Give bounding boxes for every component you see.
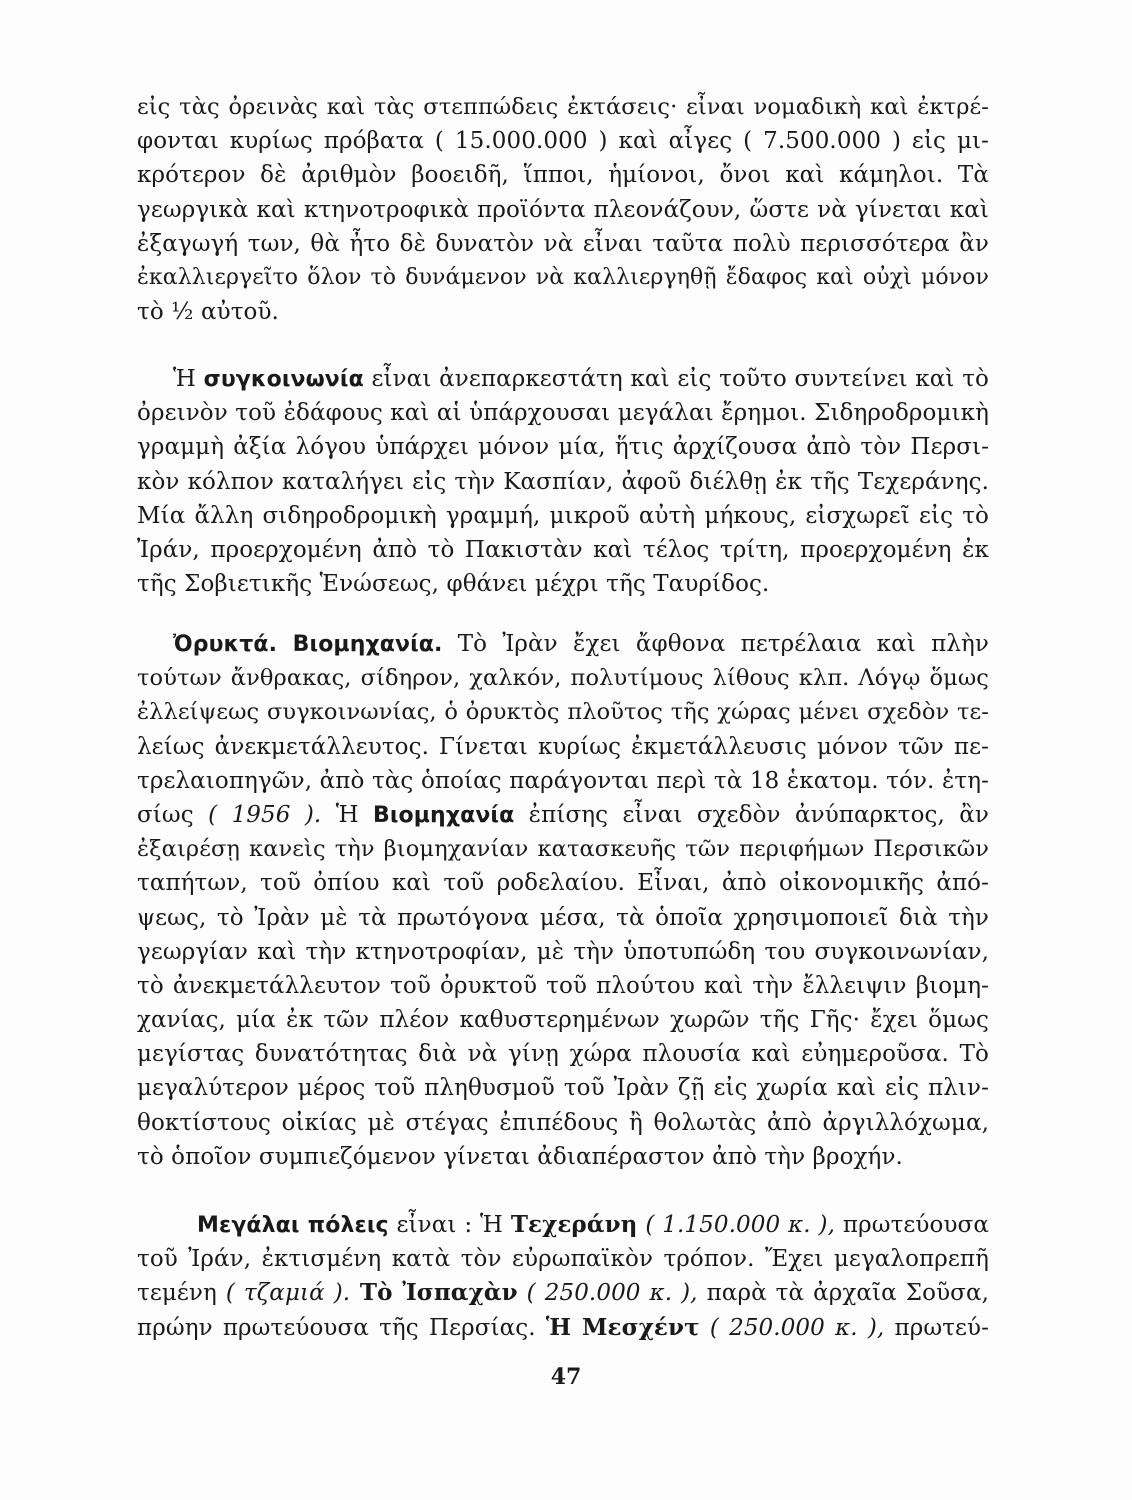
- year-note: ( 1956 ).: [208, 801, 322, 828]
- text-line: λείως ἀνεκμετάλλευτος. Γίνεται κυρίως ἐκμετάλλευσις μόνον τῶν πε-: [137, 733, 989, 760]
- paragraph-livestock: [137, 90, 989, 329]
- text-run: πρωτεύ-: [884, 1314, 989, 1341]
- city-name: Τὸ Ἰσπαχὰν: [350, 1279, 518, 1307]
- text-line: ἐξαιρέσῃ κανεὶς τὴν βιομηχανίαν κατασκευῆς τῶν περιφήμων Περσικῶν: [137, 836, 989, 863]
- text-line: ψεως, τὸ Ἰρὰν μὲ τὰ πρωτόγονα μέσα, τὰ ὁποῖα χρησιμοποιεῖ διὰ τὴν: [137, 904, 989, 931]
- text-run: Ἡ: [321, 801, 374, 828]
- text-line: [137, 627, 989, 661]
- section-heading: Μεγάλαι πόλεις: [197, 1213, 389, 1238]
- population-note: ( 1.150.000 κ. ),: [637, 1212, 836, 1238]
- text-line: Μία ἄλλη σιδηροδρομικὴ γραμμή, μικροῦ αὐτὴ μήκους, εἰσχωρεῖ εἰς τὸ: [137, 502, 989, 529]
- text-line: [137, 1311, 989, 1345]
- text-run: Ἡ: [173, 366, 204, 392]
- page-number: 47: [550, 1364, 582, 1390]
- text-line: τὸ ἀνεκμετάλλευτον τοῦ ὀρυκτοῦ τοῦ πλούτου καὶ τὴν ἔλλειψιν βιομη-: [137, 972, 989, 999]
- text-line: ὀρεινὸν τοῦ ἐδάφους καὶ αἱ ὑπάρχουσαι μεγάλαι ἔρημοι. Σιδηροδρομικὴ: [137, 400, 989, 427]
- text-line: εἰς τὰς ὀρεινὰς καὶ τὰς στεππώδεις ἐκτάσεις· εἶναι νομαδικὴ καὶ ἐκτρέ-: [137, 94, 989, 120]
- text-line: [137, 1208, 989, 1242]
- paragraph-minerals-industry: [137, 627, 989, 1174]
- city-name: Τεχεράνη: [510, 1211, 638, 1238]
- text-run: ἐπίσης εἶναι σχεδὸν ἀνύπαρκτος, ἂν: [514, 801, 989, 828]
- text-line: γεωργικὰ καὶ κτηνοτροφικὰ προϊόντα πλεονάζουν, ὥστε νὰ γίνεται καὶ: [137, 196, 989, 223]
- text-line: κὸν κόλπον καταλήγει εἰς τὴν Κασπίαν, ἀφοῦ διέλθῃ ἐκ τῆς Τεχεράνης.: [137, 468, 989, 495]
- population-note: ( 250.000 κ. ),: [517, 1280, 698, 1307]
- text-line: κρότερον δὲ ἀριθμὸν βοοειδῆ, ἵπποι, ἡμίονοι, ὄνοι καὶ κάμηλοι. Τὰ: [137, 162, 989, 189]
- gloss-note: ( τζαμιά ).: [225, 1280, 351, 1307]
- paragraph-communication: [137, 362, 989, 601]
- text-line: χανίας, μία ἐκ τῶν πλέον καθυστερημένων χωρῶν τῆς Γῆς· ἔχει ὅμως: [137, 1007, 989, 1034]
- text-line: μεγαλύτερον μέρος τοῦ πληθυσμοῦ τοῦ Ἰρὰν ζῇ εἰς χωρία καὶ εἰς πλιν-: [137, 1075, 989, 1102]
- text-run: τεμένη: [137, 1280, 226, 1307]
- text-line: θοκτίστους οἰκίας μὲ στέγας ἐπιπέδους ἢ θολωτὰς ἀπὸ ἀργιλλόχωμα,: [137, 1109, 989, 1136]
- text-line: φονται κυρίως πρόβατα ( 15.000.000 ) καὶ αἶγες ( 7.500.000 ) εἰς μι-: [137, 128, 989, 155]
- text-run: πρώην πρωτεύουσα τῆς Περσίας.: [137, 1314, 546, 1341]
- text-line: τὸ ½ αὐτοῦ.: [137, 299, 279, 326]
- section-term: συγκοινωνία: [203, 367, 364, 392]
- text-line: τοῦ Ἰράν, ἐκτισμένη κατὰ τὸν εὐρωπαϊκὸν τρόπον. Ἔχει μεγαλοπρεπῆ: [137, 1246, 989, 1273]
- text-line: τούτων ἄνθρακας, σίδηρον, χαλκόν, πολυτίμους λίθους κλπ. Λόγῳ ὅμως: [137, 665, 989, 692]
- text-line: τὸ ὁποῖον συμπιεζόμενον γίνεται ἀδιαπέραστον ἀπὸ τὴν βροχήν.: [137, 1143, 903, 1170]
- text-line: ἐλλείψεως συγκοινωνίας, ὁ ὀρυκτὸς πλοῦτος τῆς χώρας μένει σχεδὸν τε-: [137, 699, 989, 726]
- population-note: ( 250.000 κ. ),: [699, 1314, 885, 1341]
- text-line: ἐκαλλιεργεῖτο ὅλον τὸ δυνάμενον νὰ καλλιεργηθῇ ἔδαφος καὶ οὐχὶ μόνον: [137, 264, 989, 290]
- text-line: τῆς Σοβιετικῆς Ἑνώσεως, φθάνει μέχρι τῆς Ταυρίδος.: [137, 571, 770, 598]
- section-term: Βιομηχανία: [373, 802, 515, 828]
- text-line: γεωργίαν καὶ τὴν κτηνοτροφίαν, μὲ τὴν ὑποτυπώδη του συγκοινωνίαν,: [137, 938, 989, 965]
- text-run: εἶναι : Ἡ: [388, 1212, 511, 1238]
- text-line: γραμμὴ ἀξία λόγου ὑπάρχει μόνον μία, ἥτις ἀρχίζουσα ἀπὸ τὸν Περσι-: [137, 434, 989, 461]
- text-run: Τὸ Ἰρὰν ἔχει ἄφθονα πετρέλαια καὶ πλὴν: [442, 631, 989, 657]
- text-run: σίως: [137, 801, 209, 828]
- paragraph-large-cities: [137, 1208, 989, 1345]
- text-run: πρωτεύουσα: [835, 1212, 989, 1238]
- text-run: εἶναι ἀνεπαρκεστάτη καὶ εἰς τοῦτο συντείνει καὶ τὸ: [363, 366, 989, 392]
- text-line: [137, 798, 989, 832]
- text-line: ταπήτων, τοῦ ὀπίου καὶ τοῦ ροδελαίου. Εἶναι, ἀπὸ οἰκονομικῆς ἀπό-: [137, 870, 989, 897]
- text-line: [137, 1276, 989, 1310]
- text-line: [137, 362, 989, 396]
- text-run: παρὰ τὰ ἀρχαῖα Σοῦσα,: [697, 1280, 990, 1307]
- text-line: Ἰράν, προερχομένη ἀπὸ τὸ Πακιστὰν καὶ τέλος τρίτη, προερχομένη ἐκ: [137, 536, 989, 563]
- city-name: Ἡ Μεσχέντ: [545, 1313, 700, 1341]
- text-line: ἐξαγωγή των, θὰ ἦτο δὲ δυνατὸν νὰ εἶναι ταῦτα πολὺ περισσότερα ἂν: [137, 230, 989, 257]
- section-heading: Ὀρυκτά. Βιομηχανία.: [173, 632, 443, 657]
- text-line: μεγίστας δυνατότητας διὰ νὰ γίνῃ χώρα πλουσία καὶ εὐημεροῦσα. Τὸ: [137, 1041, 989, 1068]
- text-line: τρελαιοπηγῶν, ἀπὸ τὰς ὁποίας παράγονται περὶ τὰ 18 ἑκατομ. τόν. ἐτη-: [137, 767, 989, 794]
